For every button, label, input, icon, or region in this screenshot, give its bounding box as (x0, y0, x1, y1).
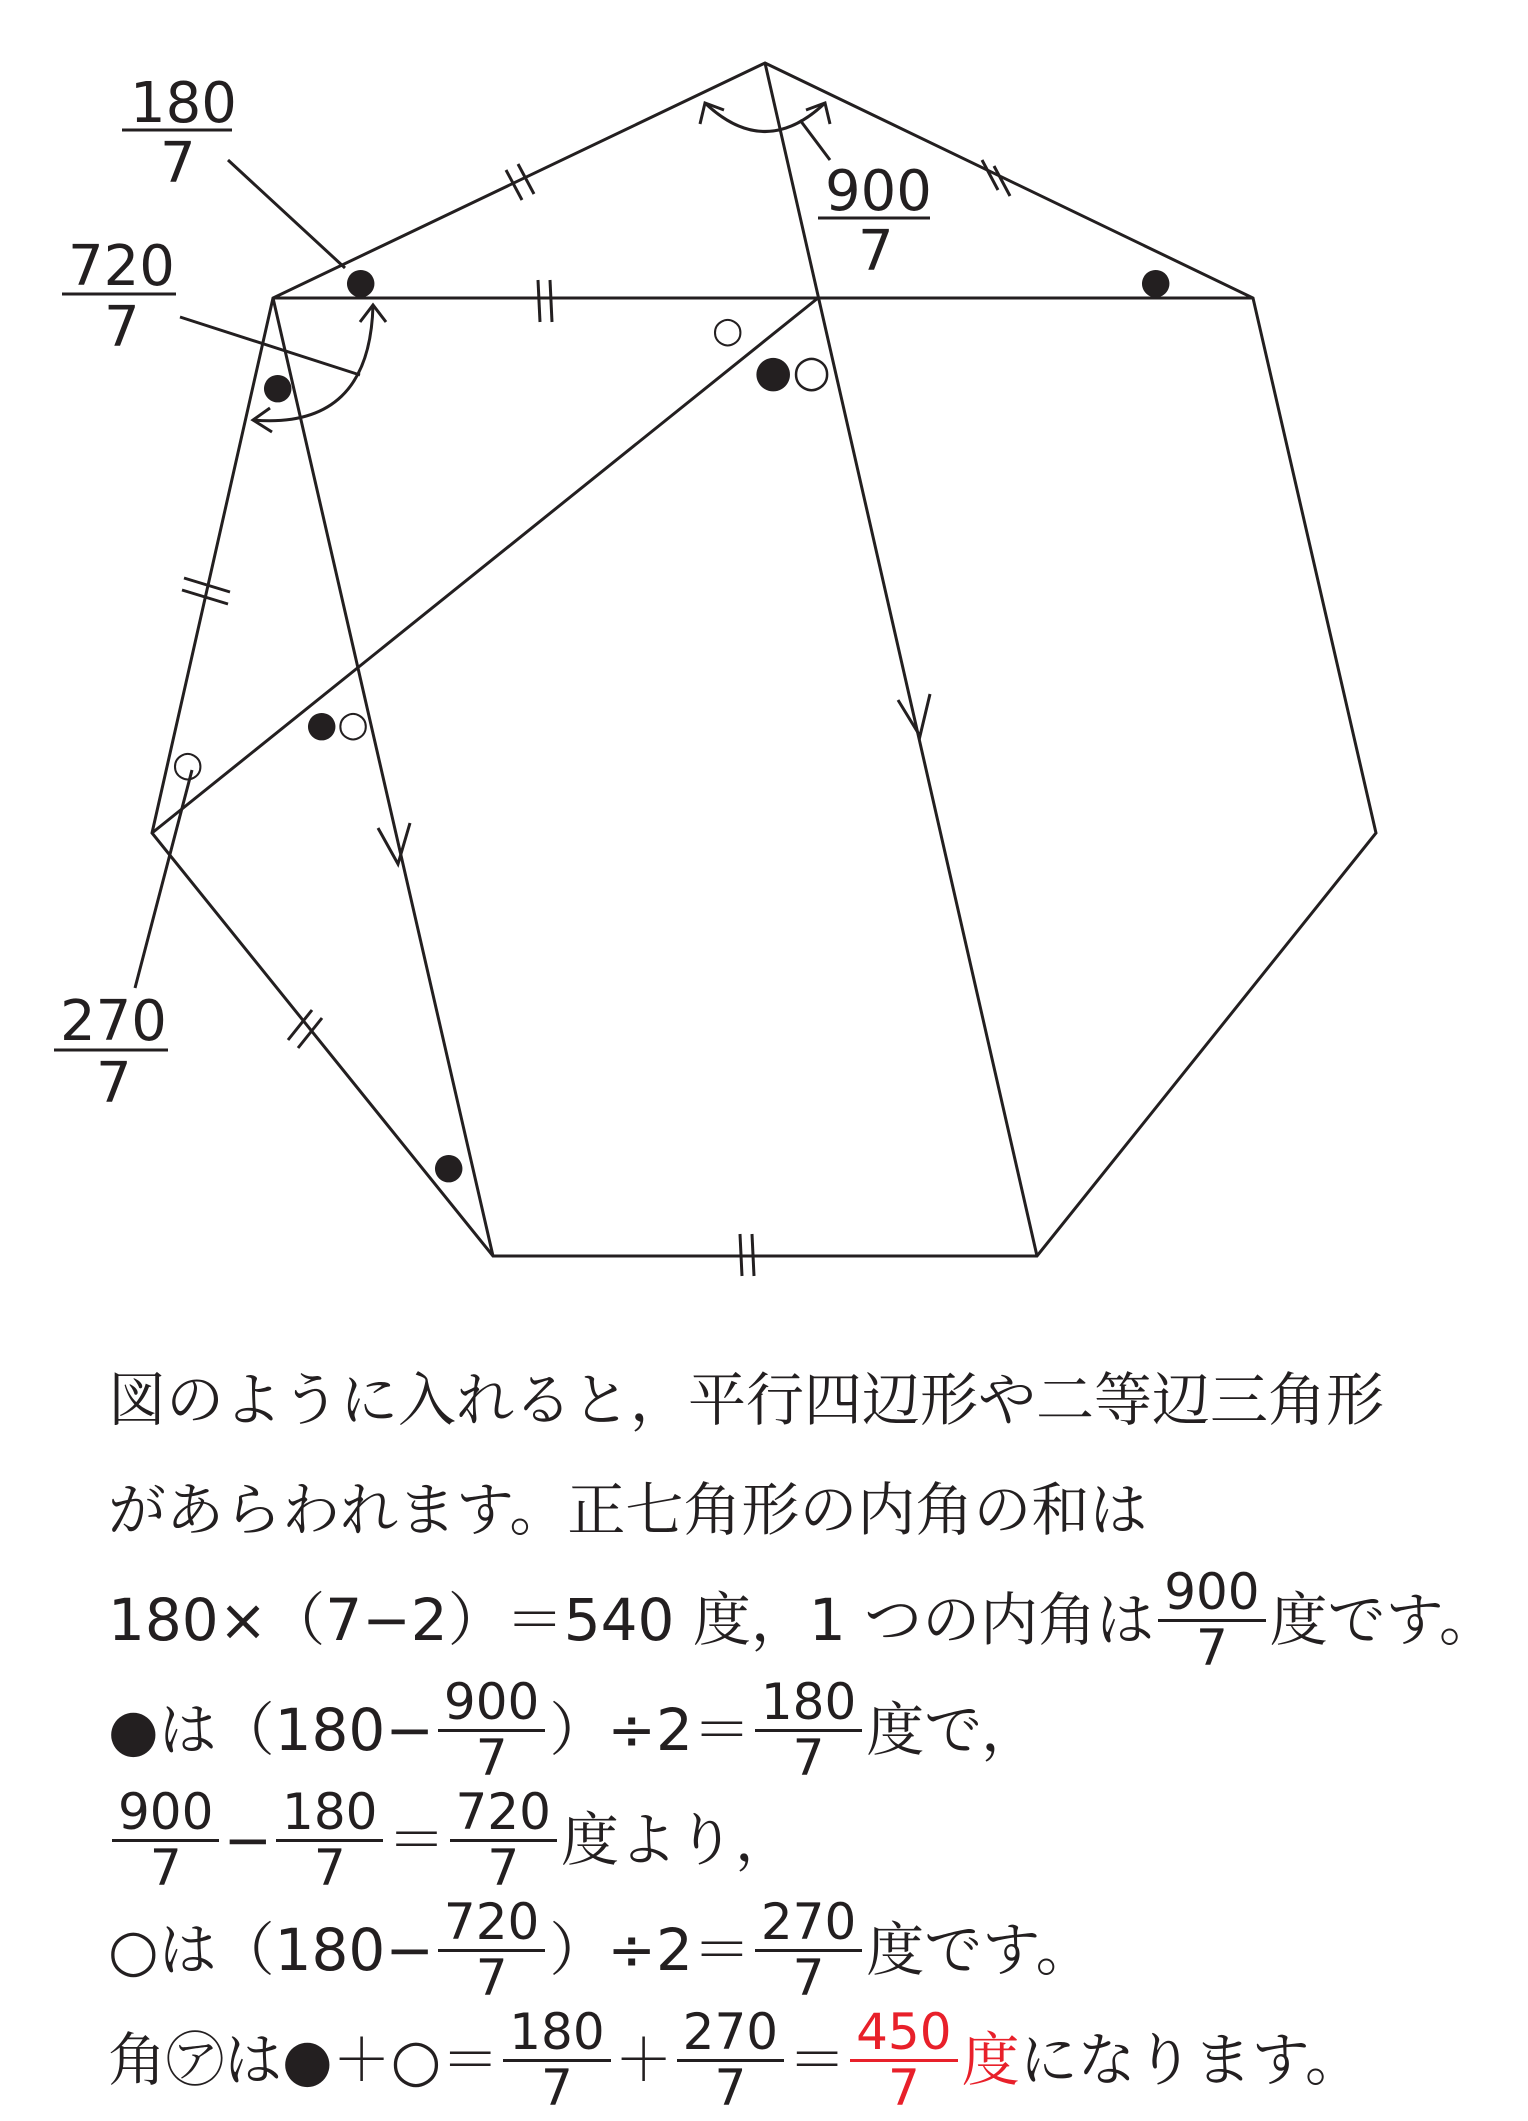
dot-circle-mark-left: ●○ (306, 704, 369, 745)
svg-text:180: 180 (130, 71, 237, 136)
leader-900 (800, 120, 830, 160)
leader-270 (135, 770, 192, 988)
explanation-line-2: があらわれます。正七角形の内角の和は (108, 1476, 1148, 1544)
fraction: $\frac{270}{7}$ (755, 1896, 862, 2004)
explanation-line-4: ●は（180− $\frac{900}{7}$ ）÷2＝ $\frac{180}{7}$ 度で， (108, 1673, 1040, 1787)
svg-text:7: 7 (160, 131, 196, 196)
fraction: $\frac{180}{7}$ (503, 2006, 610, 2114)
slanted-line (152, 298, 818, 833)
explanation-text (108, 1345, 1508, 2115)
explanation-line-5: $\frac{900}{7}$ − $\frac{180}{7}$ ＝ $\frac{720}{7}$ 度より， (108, 1785, 1508, 1895)
dot-mark-top-left: ● (345, 261, 377, 302)
fraction: $\frac{900}{7}$ (112, 1786, 219, 1894)
apex-arc-arrow-right (806, 103, 830, 124)
label-270-over-7 (54, 989, 168, 1116)
svg-text:7: 7 (858, 219, 894, 284)
answer-fraction: $\frac{450}{7}$ (850, 2006, 957, 2114)
fraction: $\frac{720}{7}$ (438, 1896, 545, 2004)
explanation-line-6: ○は（180− $\frac{720}{7}$ ）÷2＝ $\frac{270}{7}$ 度です。 (108, 1893, 1094, 2007)
dot-mark-bottom-left: ● (433, 1146, 465, 1187)
label-720-over-7 (62, 234, 176, 360)
explanation-line-3: 180×（7−2）＝540 度，1 つの内角は $\frac{900}{7}$ 度です。 (108, 1563, 1497, 1677)
parallel-line-right (765, 63, 1037, 1256)
fraction: $\frac{720}{7}$ (450, 1786, 557, 1894)
svg-text:270: 270 (60, 989, 167, 1054)
apex-arc-arrow-left (700, 103, 724, 124)
svg-text:7: 7 (96, 1051, 132, 1116)
svg-text:900: 900 (825, 159, 932, 224)
fraction: $\frac{900}{7}$ (1158, 1566, 1265, 1674)
heptagon-outline (152, 63, 1376, 1256)
fraction: $\frac{180}{7}$ (755, 1676, 862, 1784)
parallel-line-left (273, 298, 493, 1256)
fraction: $\frac{900}{7}$ (438, 1676, 545, 1784)
fraction: $\frac{270}{7}$ (677, 2006, 784, 2114)
explanation-line-1: 図のように入れると，平行四辺形や二等辺三角形 (108, 1366, 1385, 1434)
dot-circle-mark-center: ●○ (754, 346, 831, 397)
explanation-line-7: 角㋐は●＋○＝ $\frac{180}{7}$ ＋ $\frac{270}{7}$ ＝ $\frac{450}{7}$ 度 になります。 (108, 2003, 1363, 2117)
fraction: $\frac{180}{7}$ (276, 1786, 383, 1894)
leader-180 (228, 160, 345, 268)
svg-text:7: 7 (104, 295, 140, 360)
circle-mark-top: ○ (712, 310, 744, 351)
answer-unit: 度 (961, 2026, 1020, 2094)
label-900-over-7 (818, 159, 932, 284)
label-180-over-7 (122, 71, 237, 196)
dot-mark-top-right: ● (1140, 261, 1172, 302)
dot-mark-left-vertex: ● (262, 366, 294, 407)
svg-text:720: 720 (68, 234, 175, 299)
circle-mark-left: ○ (172, 744, 204, 785)
